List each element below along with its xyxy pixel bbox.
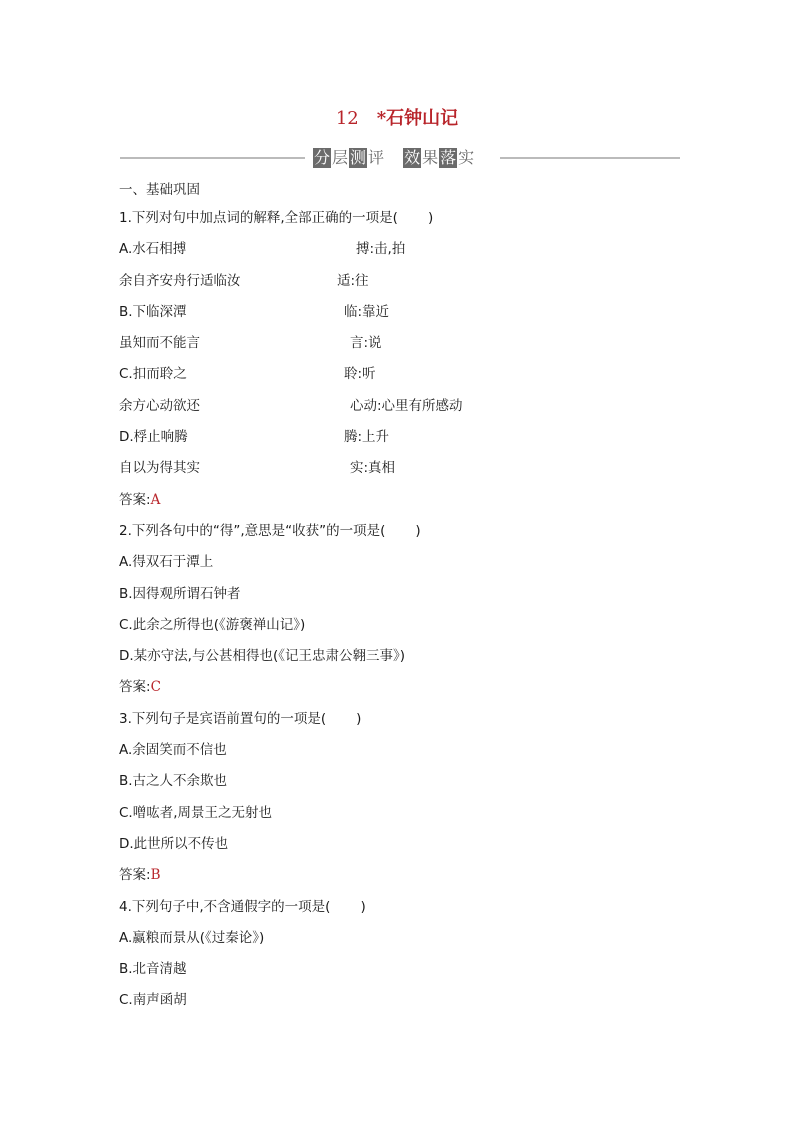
question-4-stem xyxy=(119,897,719,928)
question-stem-text: 1.下列对句中加点词的解释,全部正确的一项是( xyxy=(119,210,398,226)
option xyxy=(119,771,719,802)
banner-char: 分 xyxy=(314,148,331,167)
definition-row xyxy=(119,239,719,270)
banner-char: 效 xyxy=(404,148,421,167)
answer-label: 答案: xyxy=(119,679,151,696)
lesson-title: *石钟山记 xyxy=(376,108,459,129)
gloss-text: 言:说 xyxy=(350,335,382,352)
banner-line-left xyxy=(120,157,305,159)
option xyxy=(119,615,719,646)
option xyxy=(119,834,719,865)
sentence-text: 自以为得其实 xyxy=(119,460,200,477)
option-text: D.某亦守法,与公甚相得也(《记王忠肃公翱三事》) xyxy=(119,648,406,665)
question-1-answer xyxy=(119,490,719,521)
question-stem-text: 2.下列各句中的“得”,意思是“收获”的一项是( xyxy=(119,522,386,539)
answer-value: A xyxy=(150,491,161,508)
question-3-answer xyxy=(119,865,719,896)
definition-row xyxy=(119,302,719,333)
gloss-text: 心动:心里有所感动 xyxy=(350,397,463,414)
answer-value: C xyxy=(150,679,161,696)
definition-row xyxy=(119,271,719,302)
banner-words xyxy=(312,146,474,170)
question-stem-close: ) xyxy=(415,522,421,539)
option-text: C.噌吰者,周景王之无射也 xyxy=(119,804,273,821)
sentence-text: C.扣而聆之 xyxy=(119,366,187,383)
section-heading xyxy=(119,180,719,208)
definition-row xyxy=(119,458,719,489)
answer-value: B xyxy=(150,867,161,884)
sentence-text: 余方心动欲还 xyxy=(119,397,200,414)
option xyxy=(119,584,719,615)
sentence-text: A.水石相搏 xyxy=(119,241,187,258)
banner-char: 实 xyxy=(458,148,475,167)
definition-row xyxy=(119,427,719,458)
option xyxy=(119,928,719,959)
section-heading-text: 一、基础巩固 xyxy=(119,182,200,198)
definition-row xyxy=(119,396,719,427)
option xyxy=(119,740,719,771)
exercise-content xyxy=(119,180,719,1022)
option-text: A.赢粮而景从(《过秦论》) xyxy=(119,929,265,946)
sentence-text: D.桴止响腾 xyxy=(119,429,188,446)
question-2-answer xyxy=(119,677,719,708)
option xyxy=(119,990,719,1021)
question-1-stem xyxy=(119,208,719,239)
question-stem-close: ) xyxy=(356,710,362,727)
option-text: A.余固笑而不信也 xyxy=(119,742,227,759)
page-title xyxy=(0,104,794,130)
option-text: B.北音清越 xyxy=(119,961,187,978)
banner-char: 果 xyxy=(422,148,439,167)
gloss-text: 适:往 xyxy=(337,272,369,289)
banner-char: 评 xyxy=(368,148,385,167)
lesson-number: 12 xyxy=(335,108,359,129)
option-text: B.古之人不余欺也 xyxy=(119,773,228,790)
answer-label: 答案: xyxy=(119,867,151,884)
definition-row xyxy=(119,364,719,395)
gloss-text: 搏:击,拍 xyxy=(356,241,406,258)
question-3-stem xyxy=(119,709,719,740)
sentence-text: 余自齐安舟行适临汝 xyxy=(119,272,241,289)
question-stem-close: ) xyxy=(360,898,366,915)
banner-line-right xyxy=(500,157,680,159)
gloss-text: 实:真相 xyxy=(350,460,396,477)
section-banner xyxy=(120,146,680,170)
gloss-text: 临:靠近 xyxy=(344,303,390,320)
option-text: C.南声函胡 xyxy=(119,992,187,1009)
banner-char: 落 xyxy=(440,148,457,167)
option-text: C.此余之所得也(《游褒禅山记》) xyxy=(119,616,306,633)
question-stem-text: 3.下列句子是宾语前置句的一项是( xyxy=(119,710,327,727)
answer-label: 答案: xyxy=(119,491,151,508)
question-stem-close: ) xyxy=(427,210,434,226)
option xyxy=(119,552,719,583)
question-2-stem xyxy=(119,521,719,552)
definition-row xyxy=(119,333,719,364)
gloss-text: 聆:听 xyxy=(344,366,376,383)
question-stem-text: 4.下列句子中,不含通假字的一项是( xyxy=(119,898,331,915)
option-text: A.得双石于潭上 xyxy=(119,554,214,571)
option-text: B.因得观所谓石钟者 xyxy=(119,585,241,602)
option xyxy=(119,959,719,990)
sentence-text: B.下临深潭 xyxy=(119,303,187,320)
option xyxy=(119,646,719,677)
sentence-text: 虽知而不能言 xyxy=(119,335,200,352)
gloss-text: 腾:上升 xyxy=(344,429,390,446)
option xyxy=(119,803,719,834)
option-text: D.此世所以不传也 xyxy=(119,835,229,852)
banner-char: 测 xyxy=(350,148,367,167)
banner-char: 层 xyxy=(332,148,349,167)
